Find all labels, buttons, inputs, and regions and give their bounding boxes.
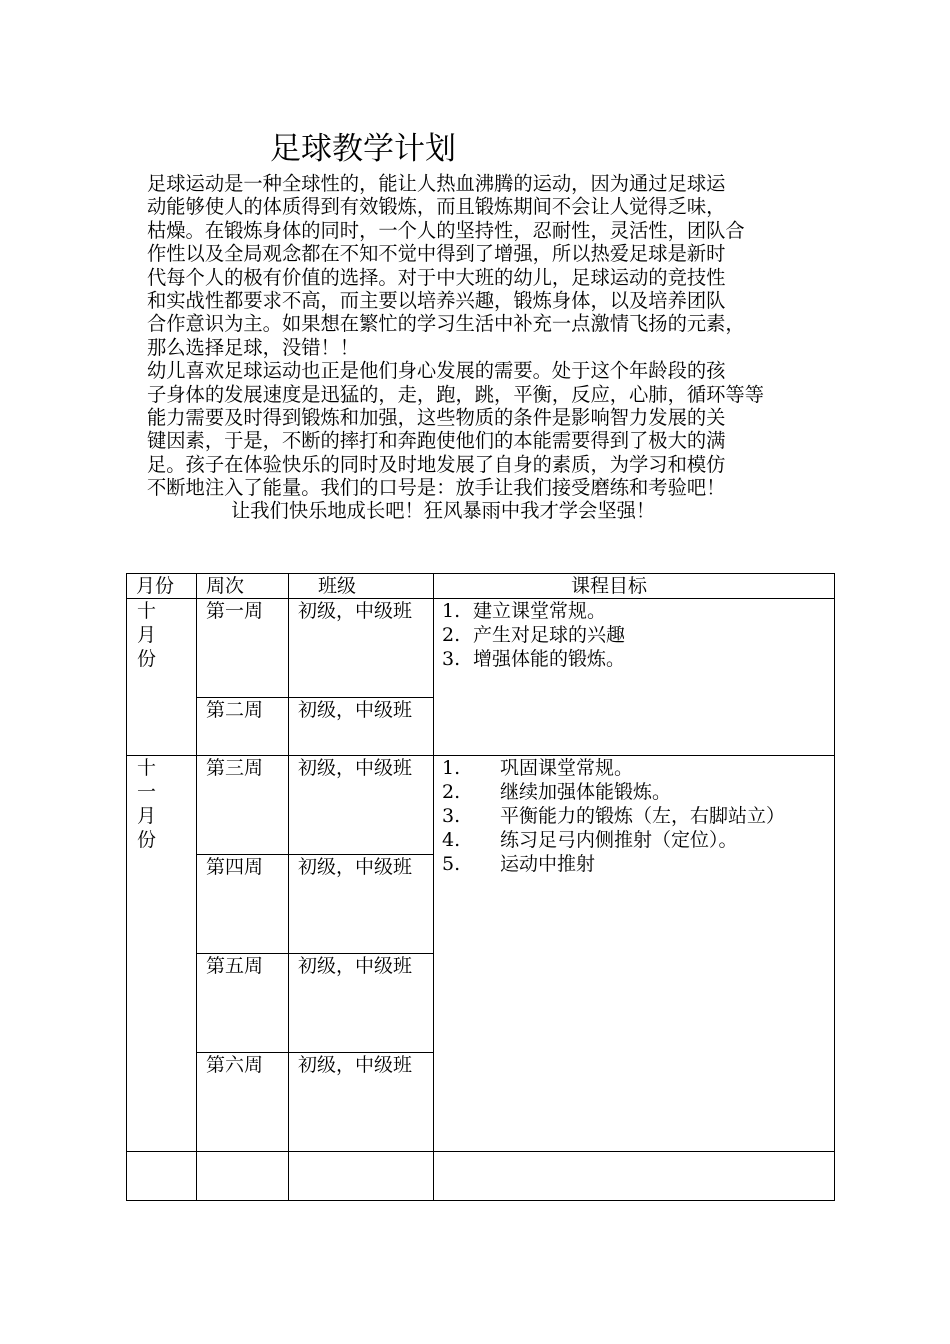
class-cell: 初级，中级班 (289, 599, 434, 698)
list-item (442, 647, 834, 671)
goal-cell-october (434, 599, 835, 756)
class-cell: 初级，中级班 (289, 1053, 434, 1152)
goal-text: 继续加强体能锻炼。 (500, 781, 672, 803)
intro-line: 作性以及全局观念都在不知不觉中得到了增强，所以热爱足球是新时 (147, 242, 726, 266)
empty-cell (197, 1152, 289, 1201)
intro-text (147, 172, 837, 523)
list-item (442, 599, 834, 623)
goal-list (434, 599, 834, 671)
header-class: 班级 (289, 574, 434, 599)
week-cell: 第五周 (197, 954, 289, 1053)
month-char: 份 (137, 648, 157, 670)
month-char: 月 (137, 805, 157, 827)
table-row (127, 756, 835, 855)
table-header-row (127, 574, 835, 599)
header-month: 月份 (127, 574, 197, 599)
goal-number: 1. (442, 757, 461, 779)
header-goal: 课程目标 (434, 574, 835, 599)
week-cell: 第三周 (197, 756, 289, 855)
week-cell: 第六周 (197, 1053, 289, 1152)
intro-line: 代每个人的极有价值的选择。对于中大班的幼儿，足球运动的竞技性 (147, 265, 726, 289)
list-item (442, 623, 834, 647)
intro-line: 足球运动是一种全球性的，能让人热血沸腾的运动，因为通过足球运 (147, 172, 726, 195)
intro-line: 不断地注入了能量。我们的口号是：放手让我们接受磨练和考验吧！ (147, 476, 726, 500)
goal-number: 2. (442, 624, 461, 646)
goal-text: 产生对足球的兴趣 (473, 624, 626, 646)
intro-line: 那么选择足球，没错！！ (147, 335, 360, 359)
empty-cell (289, 1152, 434, 1201)
month-char: 一 (137, 781, 157, 803)
goal-text: 平衡能力的锻炼（左，右脚站立） (500, 805, 786, 827)
table-row-empty (127, 1152, 835, 1201)
goal-text: 练习足弓内侧推射（定位）。 (500, 829, 738, 851)
goal-text: 增强体能的锻炼。 (473, 648, 626, 670)
goal-number: 3. (442, 648, 461, 670)
goal-number: 1. (442, 600, 461, 622)
empty-cell (127, 1152, 197, 1201)
month-cell-november (127, 756, 197, 1152)
empty-cell (434, 1152, 835, 1201)
page-title: 足球教学计划 (270, 131, 456, 167)
intro-line: 足。孩子在体验快乐的同时及时地发展了自身的素质，为学习和模仿 (147, 452, 726, 476)
class-cell: 初级，中级班 (289, 698, 434, 756)
month-char: 十 (137, 757, 157, 779)
intro-line: 子身体的发展速度是迅猛的，走，跑，跳，平衡，反应，心肺，循环等等 (147, 382, 764, 406)
goal-text: 建立课堂常规。 (473, 600, 607, 622)
list-item (442, 756, 834, 780)
header-week: 周次 (197, 574, 289, 599)
class-cell: 初级，中级班 (289, 954, 434, 1053)
intro-line: 枯燥。在锻炼身体的同时，一个人的坚持性，忍耐性，灵活性，团队合 (147, 218, 745, 242)
week-cell: 第一周 (197, 599, 289, 698)
intro-line: 幼儿喜欢足球运动也正是他们身心发展的需要。处于这个年龄段的孩 (147, 359, 726, 383)
week-cell: 第二周 (197, 698, 289, 756)
month-char: 份 (137, 829, 157, 851)
intro-line: 键因素，于是，不断的摔打和奔跑使他们的本能需要得到了极大的满 (147, 429, 726, 453)
table-row (127, 599, 835, 698)
goal-number: 3. (442, 805, 461, 827)
list-item (442, 804, 834, 828)
month-char: 十 (137, 600, 157, 622)
month-char: 月 (137, 624, 157, 646)
class-cell: 初级，中级班 (289, 756, 434, 855)
goal-text: 运动中推射 (500, 853, 596, 875)
intro-line: 能力需要及时得到锻炼和加强，这些物质的条件是影响智力发展的关 (147, 405, 726, 429)
list-item (442, 828, 834, 852)
goal-text: 巩固课堂常规。 (500, 757, 634, 779)
goal-number: 2. (442, 781, 461, 803)
class-cell: 初级，中级班 (289, 855, 434, 954)
slogan: 让我们快乐地成长吧！狂风暴雨中我才学会坚强！ (231, 499, 656, 523)
week-cell: 第四周 (197, 855, 289, 954)
month-cell-october (127, 599, 197, 756)
goal-cell-november (434, 756, 835, 1152)
goal-number: 5. (442, 853, 461, 875)
list-item (442, 780, 834, 804)
goal-list (434, 756, 834, 876)
plan-table (126, 573, 835, 1201)
goal-number: 4. (442, 829, 461, 851)
intro-line: 和实战性都要求不高，而主要以培养兴趣，锻炼身体，以及培养团队 (147, 288, 726, 312)
intro-line: 合作意识为主。如果想在繁忙的学习生活中补充一点激情飞扬的元素， (147, 312, 745, 336)
list-item (442, 852, 834, 876)
intro-line: 动能够使人的体质得到有效锻炼，而且锻炼期间不会让人觉得乏味， (147, 195, 726, 219)
